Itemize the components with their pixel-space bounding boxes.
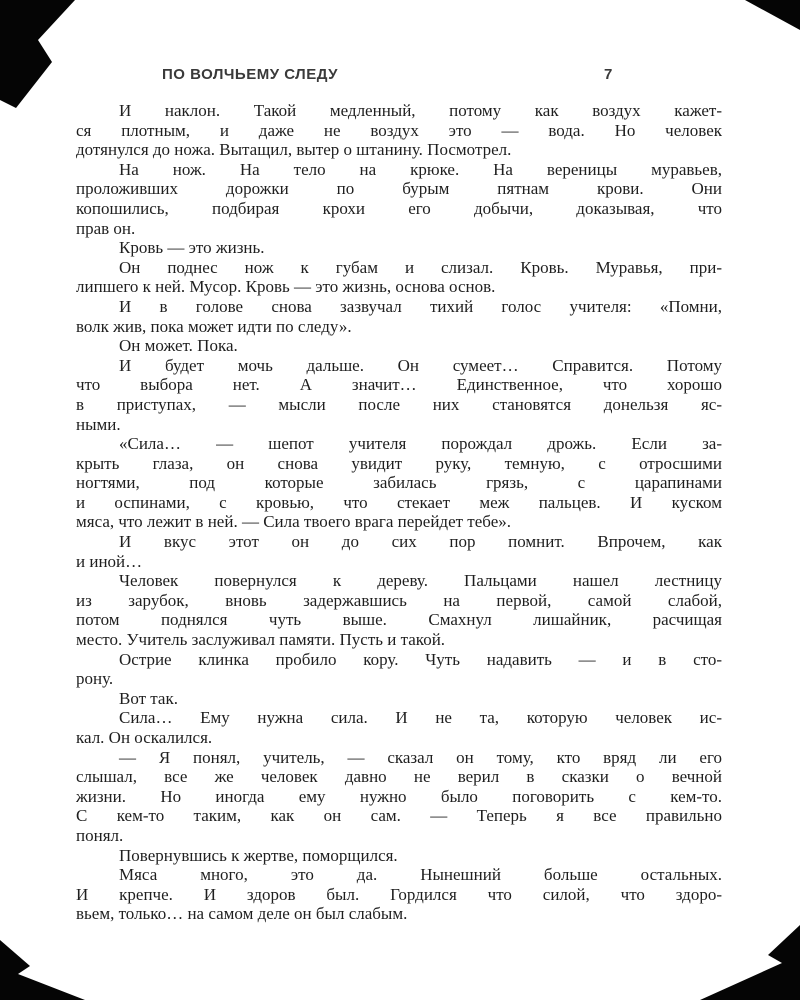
text-line: Сила… Ему нужна сила. И не та, которую человек ис-: [119, 708, 722, 728]
text-line: что выбора нет. А значит… Единственное, что хорошо: [76, 375, 722, 395]
paragraph: [76, 336, 722, 356]
paragraph: [76, 748, 722, 846]
scan-corner-top-left-icon: [0, 0, 75, 108]
running-header: [0, 66, 800, 86]
text-line: Острие клинка пробило кору. Чуть надавить — и в сто-: [119, 649, 722, 669]
text-line: На нож. На тело на крюке. На вереницы муравьев,: [119, 159, 722, 179]
text-line: кал. Он оскалился.: [76, 728, 213, 747]
paragraph: [76, 434, 722, 532]
text-line: проложивших дорожки по бурым пятнам крови. Они: [76, 179, 722, 199]
text-line: И в голове снова зазвучал тихий голос учителя: «Помни,: [119, 296, 722, 316]
text-line: И крепче. И здоров был. Гордился что силой, что здоро-: [76, 884, 722, 904]
paragraph: [76, 865, 722, 924]
paragraph: [76, 571, 722, 649]
text-line: и оспинами, с кровью, что стекает меж пальцев. И куском: [76, 492, 722, 512]
text-line: прав он.: [76, 218, 136, 238]
text-line: ными.: [76, 414, 121, 434]
text-line: из зарубок, вновь задержавшись на первой, самой слабой,: [76, 590, 722, 610]
paragraph: [76, 238, 722, 258]
text-line: и иной…: [76, 551, 143, 571]
text-line: жизни. Но иногда ему нужно было поговорить с кем-то.: [76, 786, 722, 806]
paragraph: [76, 846, 722, 866]
paragraph: [76, 650, 722, 689]
text-line: Повернувшись к жертве, поморщился.: [119, 845, 398, 865]
text-line: понял.: [76, 825, 124, 845]
text-line: Мяса много, это да. Нынешний больше остальных.: [119, 865, 722, 885]
text-line: Кровь — это жизнь.: [119, 238, 265, 258]
text-line: И вкус этот он до сих пор помнит. Впрочем, как: [119, 532, 722, 552]
paragraph: [76, 297, 722, 336]
text-line: С кем-то таким, как он сам. — Теперь я все правильно: [76, 806, 722, 826]
text-line: Вот так.: [119, 688, 178, 708]
text-line: мяса, что лежит в ней. — Сила твоего врага перейдет тебе».: [76, 512, 512, 532]
paragraph: [76, 689, 722, 709]
text-line: «Сила… — шепот учителя порождал дрожь. Если за-: [119, 434, 722, 454]
paragraph: [76, 258, 722, 297]
text-line: слышал, все же человек давно не верил в сказки о вечной: [76, 767, 722, 787]
paragraph: [76, 708, 722, 747]
text-line: ся плотным, и даже не воздух это — вода. Но человек: [76, 120, 722, 140]
scan-corner-bottom-left-icon: [0, 940, 85, 1000]
running-header-title: ПО ВОЛЧЬЕМУ СЛЕДУ: [162, 66, 338, 83]
text-line: Он поднес нож к губам и слизал. Кровь. Муравья, при-: [119, 257, 722, 277]
body-text: [76, 101, 722, 924]
text-line: дотянулся до ножа. Вытащил, вытер о штанину. Посмотрел.: [76, 140, 512, 160]
page-number: 7: [604, 66, 613, 83]
text-line: — Я понял, учитель, — сказал он тому, кто вряд ли его: [119, 747, 722, 767]
text-line: липшего к ней. Мусор. Кровь — это жизнь, основа основ.: [76, 277, 496, 297]
text-line: И будет мочь дальше. Он сумеет… Справится. Потому: [119, 355, 722, 375]
text-line: Он может. Пока.: [119, 336, 238, 356]
text-line: вьем, только… на самом деле он был слабым.: [76, 904, 408, 924]
paragraph: [76, 356, 722, 434]
text-line: в приступах, — мысли после них становятся донельзя яс-: [76, 394, 722, 414]
text-line: потом поднялся чуть выше. Смахнул лишайник, расчищая: [76, 610, 722, 630]
paragraph: [76, 101, 722, 160]
text-line: рону.: [76, 669, 114, 689]
text-line: копошились, подбирая крохи его добычи, доказывая, что: [76, 198, 722, 218]
text-line: волк жив, пока может идти по следу».: [76, 316, 352, 336]
text-line: И наклон. Такой медленный, потому как воздух кажет-: [119, 101, 722, 120]
text-line: место. Учитель заслуживал памяти. Пусть и такой.: [76, 630, 446, 650]
text-line: ногтями, под которые забилась грязь, с царапинами: [76, 473, 722, 493]
paragraph: [76, 160, 722, 238]
paragraph: [76, 532, 722, 571]
scan-corner-top-right-icon: [745, 0, 800, 30]
text-line: Человек повернулся к дереву. Пальцами нашел лестницу: [119, 571, 722, 591]
text-line: крыть глаза, он снова увидит руку, темную, с отросшими: [76, 453, 722, 473]
scan-corner-bottom-right-icon: [700, 925, 800, 1000]
